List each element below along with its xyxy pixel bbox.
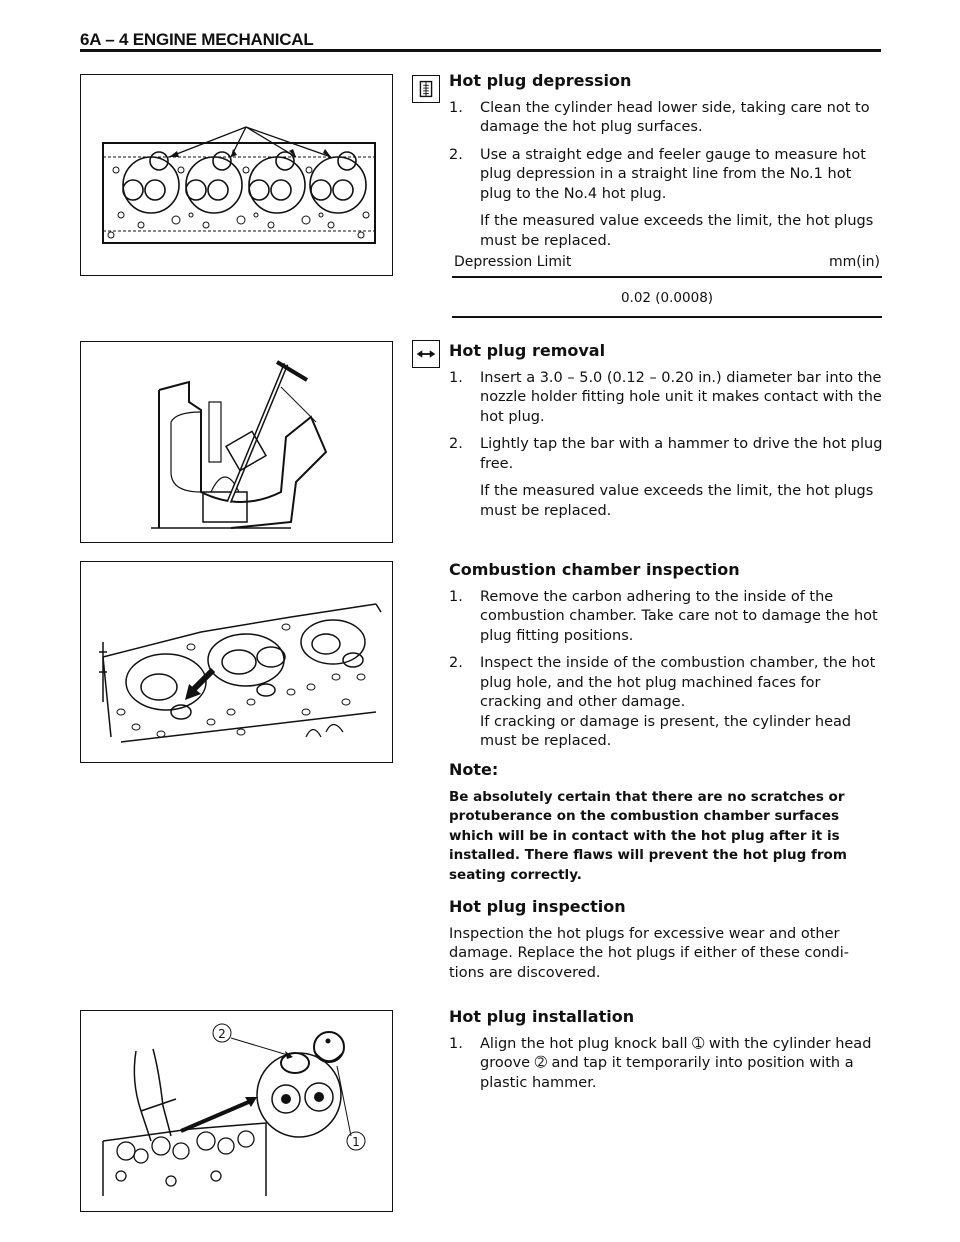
section-depression	[449, 71, 883, 251]
item-number: 2.	[449, 146, 463, 163]
item-text: Inspect the inside of the combustion chamber, the hot plug hole, and the hot plug machined faces for cracking and other damage.	[480, 655, 876, 710]
figure-hot-plug-removal	[80, 341, 393, 543]
depression-limit-table	[452, 254, 882, 318]
list-item	[449, 146, 883, 205]
section-title: Hot plug installation	[449, 1007, 635, 1026]
section-title: Hot plug depression	[449, 71, 632, 90]
remove-arrows-icon	[412, 340, 440, 368]
note-block	[449, 760, 883, 885]
header-rule	[80, 49, 881, 52]
section-text: Inspection the hot plugs for excessive wear and other damage. Replace the hot plugs if either of these condi-tions are discovered.	[449, 925, 849, 981]
item-text: Lightly tap the bar with a hammer to drive the hot plug free.	[480, 436, 883, 472]
note-title: Note:	[449, 760, 499, 779]
table-label: Depression Limit	[454, 254, 572, 270]
item-text-block	[480, 654, 883, 752]
item-number: 1.	[449, 588, 463, 605]
callout-label: 1	[352, 1135, 360, 1149]
item-number: 1.	[449, 369, 463, 386]
combustion-chamber-illustration	[81, 562, 392, 762]
item-text: Align the hot plug knock ball ➀ with the cylinder head groove ➁ and tap it temporarily into position with a plastic hammer.	[480, 1035, 872, 1091]
list-item	[449, 588, 883, 647]
list-item	[449, 654, 883, 752]
hot-plug-installation-illustration	[81, 1011, 392, 1211]
figure-combustion-chamber	[80, 561, 393, 763]
item-text: Remove the carbon adhering to the inside of the combustion chamber. Take care not to damage the hot plug fitting positions.	[480, 588, 878, 644]
table-value: 0.02 (0.0008)	[452, 278, 882, 318]
cylinder-head-illustration	[81, 75, 392, 275]
hot-plug-removal-illustration	[81, 342, 392, 542]
measure-icon	[412, 75, 440, 103]
note-text: Be absolutely certain that there are no scratches or protuberance on the combustion chamber surfaces which will be in contact with the hot plug after it is installed. There flaws will prevent the hot plug from seating correctly.	[449, 788, 847, 883]
item-text: Clean the cylinder head lower side, taking care not to damage the hot plug surfaces.	[480, 99, 870, 135]
section-title: Combustion chamber inspection	[449, 560, 740, 579]
item-number: 2.	[449, 436, 463, 452]
section-title: Hot plug inspection	[449, 897, 626, 916]
item-number: 1.	[449, 99, 463, 116]
section-title: Hot plug removal	[449, 341, 606, 360]
section-inspection	[449, 897, 883, 983]
item-number: 2.	[449, 655, 463, 671]
item-text: Insert a 3.0 – 5.0 (0.12 – 0.20 in.) diameter bar into the nozzle holder fitting hole unit it makes contact with the hot plug.	[480, 369, 882, 425]
figure-hot-plug-installation	[80, 1010, 393, 1212]
page-title: 6A – 4 ENGINE MECHANICAL	[80, 30, 314, 49]
list-item	[449, 1035, 883, 1094]
item-text: Use a straight edge and feeler gauge to measure hot plug depression in a straight line from the No.1 hot plug to the No.4 hot plug.	[480, 146, 866, 202]
item-extra: If cracking or damage is present, the cylinder head must be replaced.	[480, 713, 852, 749]
item-note: If the measured value exceeds the limit, the hot plugs must be replaced.	[480, 483, 874, 519]
figure-cylinder-head	[80, 74, 393, 276]
section-installation	[449, 1007, 883, 1101]
list-item	[449, 369, 883, 428]
callout-label: 2	[218, 1027, 226, 1041]
section-combustion	[449, 560, 883, 760]
item-note: If the measured value exceeds the limit, the hot plugs must be replaced.	[480, 213, 874, 249]
list-item	[449, 99, 883, 138]
item-number: 1.	[449, 1035, 463, 1052]
table-unit: mm(in)	[829, 254, 880, 270]
table-header	[452, 254, 882, 278]
section-removal	[449, 341, 883, 521]
list-item	[449, 435, 883, 474]
